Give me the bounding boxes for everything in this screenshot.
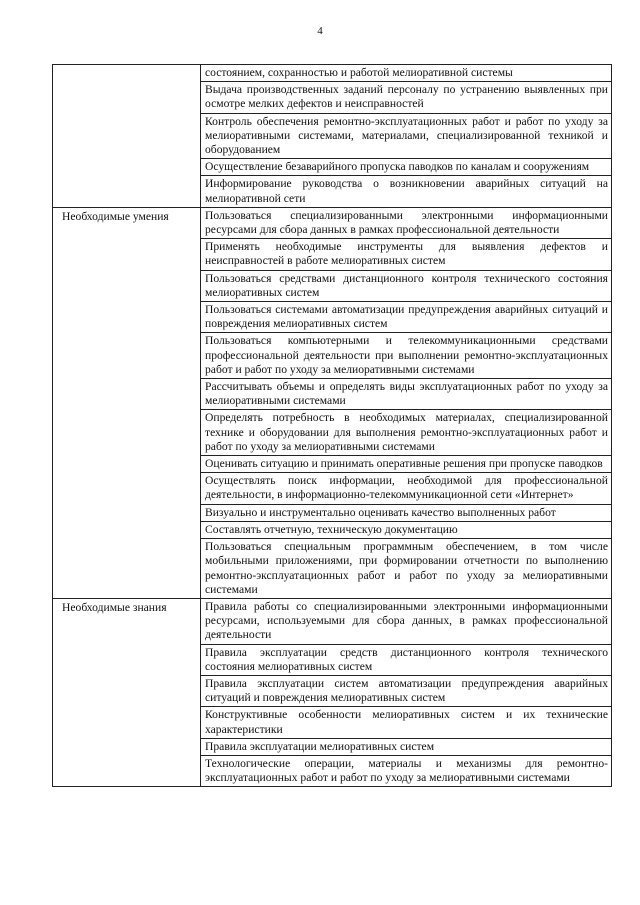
table-cell: Пользоваться средствами дистанционного контроля технического состояния мелиоративных систем [201,270,612,301]
table-cell: Определять потребность в необходимых материалах, специализированной технике и оборудовании для выполнения ремонтно-эксплуатационных работ и работ по уходу за мелиоративными системами [201,410,612,456]
table-cell: Контроль обеспечения ремонтно-эксплуатационных работ и работ по уходу за мелиоративными системами, материалами, специализированной техникой и оборудованием [201,113,612,159]
table-cell: Правила эксплуатации мелиоративных систем [201,738,612,755]
table-cell: состоянием, сохранностью и работой мелиоративной системы [201,65,612,82]
table-cell: Пользоваться системами автоматизации предупреждения аварийных ситуаций и повреждения мелиоративных систем [201,302,612,333]
page-number: 4 [317,25,323,37]
table-row [53,207,612,238]
table-cell: Правила эксплуатации средств дистанционного контроля технического состояния мелиоративных систем [201,644,612,675]
table-cell: Оценивать ситуацию и принимать оперативные решения при пропуске паводков [201,456,612,473]
table-cell: Применять необходимые инструменты для выявления дефектов и неисправностей в работе мелиоративных систем [201,239,612,270]
section-label-skills: Необходимые умения [53,207,201,598]
table-cell: Рассчитывать объемы и определять виды эксплуатационных работ по уходу за мелиоративными системами [201,379,612,410]
table-cell: Информирование руководства о возникновении аварийных ситуаций на мелиоративной сети [201,176,612,207]
table-cell: Осуществление безаварийного пропуска паводков по каналам и сооружениям [201,159,612,176]
table-cell: Конструктивные особенности мелиоративных систем и их технические характеристики [201,707,612,738]
table-cell: Пользоваться специализированными электронными информационными ресурсами для сбора данных в рамках профессиональной деятельности [201,207,612,238]
table-cell: Правила работы со специализированными электронными информационными ресурсами, используемыми для сбора данных, в рамках профессиональной деятельности [201,598,612,644]
table-cell: Составлять отчетную, техническую документацию [201,521,612,538]
requirements-table [52,64,612,787]
table-cell: Технологические операции, материалы и механизмы для ремонтно-эксплуатационных работ и работ по уходу за мелиоративными системами [201,755,612,786]
table-cell: Осуществлять поиск информации, необходимой для профессиональной деятельности, в информационно-телекоммуникационной сети «Интернет» [201,473,612,504]
section-label-knowledge: Необходимые знания [53,598,201,786]
section-label-continuation [53,65,201,208]
table-row [53,65,612,82]
table-cell: Визуально и инструментально оценивать качество выполненных работ [201,504,612,521]
table-body [53,65,612,787]
table-cell: Пользоваться компьютерными и телекоммуникационными средствами профессиональной деятельности при выполнении ремонтно-эксплуатационных работ и работ по уходу за мелиоративными системами [201,333,612,379]
table-cell: Пользоваться специальным программным обеспечением, в том числе мобильными приложениями, при формировании отчетности по выполнению ремонтно-эксплуатационных работ и работ по уходу за мелиоративными системами [201,539,612,599]
table-cell: Правила эксплуатации систем автоматизации предупреждения аварийных ситуаций и повреждения мелиоративных систем [201,675,612,706]
table-row [53,598,612,644]
table-cell: Выдача производственных заданий персоналу по устранению выявленных при осмотре мелких дефектов и неисправностей [201,82,612,113]
